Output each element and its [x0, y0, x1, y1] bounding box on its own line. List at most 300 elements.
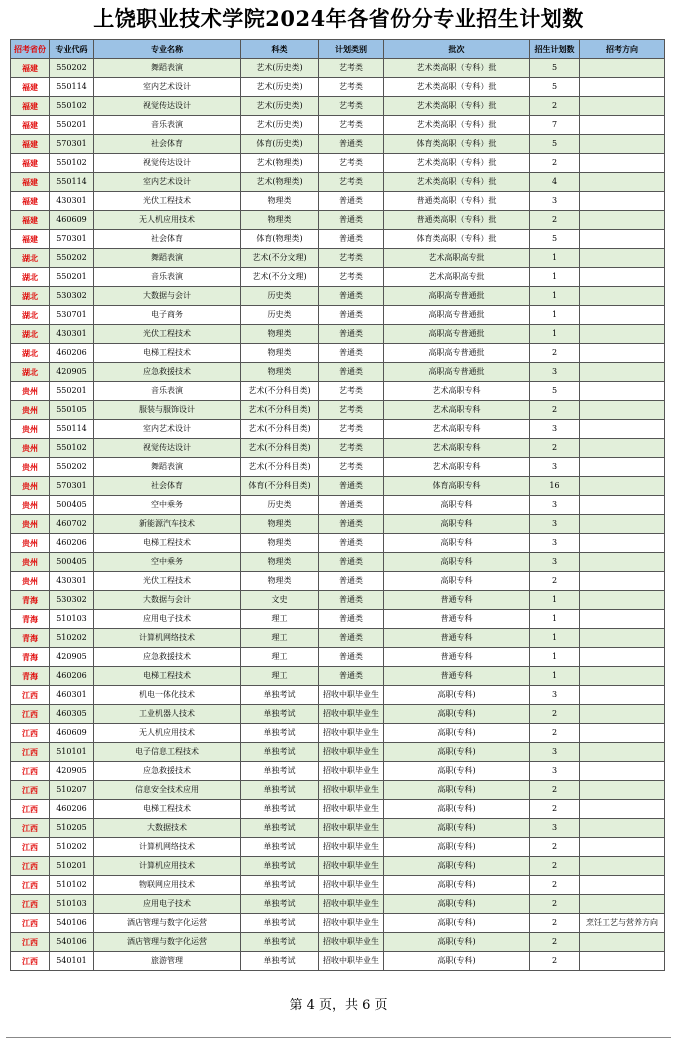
cell-batch: 高职高专普通批 [384, 363, 530, 382]
cell-direction [580, 686, 665, 705]
cell-plan-count: 5 [530, 230, 580, 249]
cell-batch: 普通类高职（专科）批 [384, 192, 530, 211]
cell-province: 福建 [11, 230, 50, 249]
cell-plan-category: 普通类 [319, 648, 384, 667]
cell-province: 江西 [11, 724, 50, 743]
cell-major-code: 550102 [50, 97, 94, 116]
cell-major-name: 电梯工程技术 [94, 667, 241, 686]
cell-plan-count: 2 [530, 952, 580, 971]
cell-major-code: 460206 [50, 800, 94, 819]
cell-major-name: 视觉传达设计 [94, 439, 241, 458]
cell-batch: 艺术类高职（专科）批 [384, 78, 530, 97]
table-row [11, 534, 665, 553]
cell-plan-category: 普通类 [319, 515, 384, 534]
cell-subject-type: 艺术(历史类) [241, 78, 319, 97]
cell-province: 江西 [11, 762, 50, 781]
header-plan-count: 招生计划数 [530, 40, 580, 59]
cell-major-code: 550201 [50, 268, 94, 287]
cell-major-name: 大数据与会计 [94, 591, 241, 610]
table-row [11, 591, 665, 610]
cell-major-code: 510202 [50, 629, 94, 648]
cell-major-name: 酒店管理与数字化运营 [94, 914, 241, 933]
cell-province: 江西 [11, 686, 50, 705]
cell-province: 青海 [11, 629, 50, 648]
cell-direction [580, 591, 665, 610]
cell-plan-category: 艺考类 [319, 78, 384, 97]
cell-subject-type: 单独考试 [241, 743, 319, 762]
cell-direction [580, 895, 665, 914]
cell-major-name: 电梯工程技术 [94, 344, 241, 363]
cell-province: 福建 [11, 192, 50, 211]
cell-subject-type: 单独考试 [241, 762, 319, 781]
cell-province: 湖北 [11, 306, 50, 325]
cell-plan-category: 艺考类 [319, 173, 384, 192]
cell-batch: 高职(专科) [384, 705, 530, 724]
cell-plan-count: 2 [530, 705, 580, 724]
cell-province: 贵州 [11, 572, 50, 591]
cell-plan-category: 招收中职毕业生 [319, 876, 384, 895]
table-row [11, 610, 665, 629]
enrollment-plan-table [10, 39, 665, 971]
cell-plan-count: 2 [530, 97, 580, 116]
header-direction: 招考方向 [580, 40, 665, 59]
cell-major-name: 酒店管理与数字化运营 [94, 933, 241, 952]
table-row [11, 477, 665, 496]
cell-plan-category: 招收中职毕业生 [319, 686, 384, 705]
cell-batch: 高职(专科) [384, 819, 530, 838]
cell-province: 湖北 [11, 249, 50, 268]
cell-major-code: 550201 [50, 116, 94, 135]
cell-plan-count: 2 [530, 154, 580, 173]
cell-major-name: 应急救援技术 [94, 363, 241, 382]
cell-direction [580, 116, 665, 135]
cell-major-code: 420905 [50, 363, 94, 382]
table-row [11, 401, 665, 420]
cell-major-code: 550202 [50, 458, 94, 477]
cell-direction [580, 572, 665, 591]
cell-direction [580, 230, 665, 249]
cell-plan-count: 2 [530, 344, 580, 363]
cell-plan-count: 3 [530, 819, 580, 838]
cell-batch: 艺术类高职（专科）批 [384, 116, 530, 135]
cell-direction [580, 135, 665, 154]
cell-plan-category: 招收中职毕业生 [319, 762, 384, 781]
table-row [11, 743, 665, 762]
cell-major-code: 460305 [50, 705, 94, 724]
cell-plan-category: 普通类 [319, 534, 384, 553]
table-row [11, 173, 665, 192]
cell-direction [580, 857, 665, 876]
cell-subject-type: 物理类 [241, 363, 319, 382]
cell-major-code: 540101 [50, 952, 94, 971]
cell-plan-count: 1 [530, 325, 580, 344]
cell-major-code: 550114 [50, 173, 94, 192]
cell-plan-category: 普通类 [319, 306, 384, 325]
cell-plan-category: 普通类 [319, 344, 384, 363]
cell-major-code: 570301 [50, 477, 94, 496]
cell-plan-count: 2 [530, 800, 580, 819]
cell-direction [580, 78, 665, 97]
page-title: 上饶职业技术学院2024年各省份分专业招生计划数 [93, 6, 584, 31]
cell-major-code: 550114 [50, 420, 94, 439]
cell-direction [580, 515, 665, 534]
cell-batch: 高职(专科) [384, 857, 530, 876]
cell-province: 福建 [11, 97, 50, 116]
cell-direction [580, 344, 665, 363]
cell-major-name: 音乐表演 [94, 116, 241, 135]
cell-province: 贵州 [11, 496, 50, 515]
cell-plan-count: 3 [530, 553, 580, 572]
table-row [11, 648, 665, 667]
table-row [11, 762, 665, 781]
cell-direction [580, 249, 665, 268]
cell-plan-count: 3 [530, 496, 580, 515]
cell-plan-count: 5 [530, 59, 580, 78]
cell-batch: 高职(专科) [384, 914, 530, 933]
cell-batch: 高职(专科) [384, 895, 530, 914]
cell-major-code: 460301 [50, 686, 94, 705]
cell-province: 贵州 [11, 458, 50, 477]
cell-province: 江西 [11, 819, 50, 838]
cell-direction [580, 59, 665, 78]
cell-province: 江西 [11, 838, 50, 857]
cell-subject-type: 理工 [241, 648, 319, 667]
cell-direction [580, 420, 665, 439]
cell-direction [580, 363, 665, 382]
cell-plan-count: 3 [530, 363, 580, 382]
cell-plan-count: 5 [530, 382, 580, 401]
cell-major-name: 应急救援技术 [94, 648, 241, 667]
cell-direction [580, 496, 665, 515]
cell-province: 江西 [11, 705, 50, 724]
cell-subject-type: 艺术(不分科目类) [241, 439, 319, 458]
cell-plan-category: 艺考类 [319, 458, 384, 477]
cell-major-name: 无人机应用技术 [94, 211, 241, 230]
cell-major-name: 光伏工程技术 [94, 192, 241, 211]
cell-batch: 高职高专普通批 [384, 306, 530, 325]
cell-batch: 普通专科 [384, 591, 530, 610]
table-row [11, 78, 665, 97]
cell-plan-category: 艺考类 [319, 154, 384, 173]
cell-major-code: 510205 [50, 819, 94, 838]
cell-major-code: 510103 [50, 895, 94, 914]
cell-plan-count: 2 [530, 914, 580, 933]
cell-batch: 高职(专科) [384, 686, 530, 705]
cell-subject-type: 单独考试 [241, 895, 319, 914]
cell-plan-count: 2 [530, 876, 580, 895]
cell-province: 江西 [11, 743, 50, 762]
cell-major-code: 460609 [50, 211, 94, 230]
cell-subject-type: 单独考试 [241, 838, 319, 857]
cell-direction [580, 268, 665, 287]
table-row [11, 819, 665, 838]
table-row [11, 116, 665, 135]
cell-batch: 艺术高职专科 [384, 439, 530, 458]
cell-province: 福建 [11, 78, 50, 97]
header-batch: 批次 [384, 40, 530, 59]
cell-major-code: 530302 [50, 591, 94, 610]
table-row [11, 496, 665, 515]
cell-subject-type: 体育(历史类) [241, 135, 319, 154]
cell-major-name: 空中乘务 [94, 553, 241, 572]
cell-plan-category: 艺考类 [319, 97, 384, 116]
cell-plan-count: 1 [530, 249, 580, 268]
cell-plan-category: 普通类 [319, 591, 384, 610]
cell-subject-type: 单独考试 [241, 933, 319, 952]
header-province: 招考省份 [11, 40, 50, 59]
cell-major-name: 电梯工程技术 [94, 800, 241, 819]
cell-plan-category: 招收中职毕业生 [319, 781, 384, 800]
cell-batch: 高职(专科) [384, 762, 530, 781]
cell-subject-type: 艺术(历史类) [241, 59, 319, 78]
cell-batch: 艺术高职专科 [384, 382, 530, 401]
cell-batch: 高职高专普通批 [384, 325, 530, 344]
cell-batch: 高职高专普通批 [384, 344, 530, 363]
cell-major-code: 500405 [50, 553, 94, 572]
cell-direction [580, 287, 665, 306]
table-row [11, 705, 665, 724]
cell-major-code: 550105 [50, 401, 94, 420]
cell-batch: 普通专科 [384, 648, 530, 667]
cell-province: 江西 [11, 781, 50, 800]
cell-province: 福建 [11, 116, 50, 135]
cell-province: 江西 [11, 952, 50, 971]
cell-subject-type: 物理类 [241, 211, 319, 230]
cell-subject-type: 艺术(物理类) [241, 154, 319, 173]
cell-plan-count: 1 [530, 268, 580, 287]
cell-direction [580, 306, 665, 325]
cell-major-name: 社会体育 [94, 230, 241, 249]
page-footer: 第 4 页，共 6 页 [289, 998, 388, 1013]
cell-plan-category: 招收中职毕业生 [319, 743, 384, 762]
cell-province: 福建 [11, 154, 50, 173]
table-row [11, 306, 665, 325]
header-plan-category: 计划类别 [319, 40, 384, 59]
cell-major-code: 510101 [50, 743, 94, 762]
cell-direction [580, 629, 665, 648]
cell-plan-category: 艺考类 [319, 420, 384, 439]
cell-major-code: 540106 [50, 933, 94, 952]
cell-plan-count: 3 [530, 192, 580, 211]
cell-major-code: 540106 [50, 914, 94, 933]
cell-plan-count: 3 [530, 458, 580, 477]
table-row [11, 572, 665, 591]
table-row [11, 876, 665, 895]
page-bottom-divider [6, 1037, 671, 1038]
cell-plan-count: 5 [530, 78, 580, 97]
cell-batch: 艺术类高职（专科）批 [384, 173, 530, 192]
cell-subject-type: 物理类 [241, 344, 319, 363]
cell-major-name: 空中乘务 [94, 496, 241, 515]
cell-major-name: 旅游管理 [94, 952, 241, 971]
cell-batch: 高职专科 [384, 534, 530, 553]
table-body [11, 59, 665, 971]
cell-subject-type: 单独考试 [241, 781, 319, 800]
cell-major-code: 550102 [50, 154, 94, 173]
cell-major-code: 430301 [50, 192, 94, 211]
cell-plan-category: 普通类 [319, 667, 384, 686]
cell-province: 江西 [11, 933, 50, 952]
cell-subject-type: 单独考试 [241, 819, 319, 838]
cell-subject-type: 物理类 [241, 515, 319, 534]
cell-plan-category: 普通类 [319, 629, 384, 648]
cell-province: 福建 [11, 135, 50, 154]
cell-subject-type: 体育(不分科目类) [241, 477, 319, 496]
cell-plan-count: 2 [530, 781, 580, 800]
cell-plan-category: 招收中职毕业生 [319, 838, 384, 857]
cell-subject-type: 艺术(物理类) [241, 173, 319, 192]
cell-major-code: 550201 [50, 382, 94, 401]
cell-plan-count: 2 [530, 933, 580, 952]
cell-plan-count: 2 [530, 724, 580, 743]
table-row [11, 344, 665, 363]
cell-major-code: 460206 [50, 667, 94, 686]
cell-direction [580, 933, 665, 952]
cell-direction [580, 325, 665, 344]
cell-subject-type: 单独考试 [241, 876, 319, 895]
cell-major-name: 光伏工程技术 [94, 325, 241, 344]
cell-plan-category: 艺考类 [319, 439, 384, 458]
table-row [11, 439, 665, 458]
cell-plan-count: 3 [530, 743, 580, 762]
cell-batch: 普通专科 [384, 610, 530, 629]
table-row [11, 97, 665, 116]
cell-major-code: 510207 [50, 781, 94, 800]
cell-batch: 艺术类高职（专科）批 [384, 154, 530, 173]
cell-major-name: 音乐表演 [94, 268, 241, 287]
cell-subject-type: 理工 [241, 610, 319, 629]
table-row [11, 515, 665, 534]
table-row [11, 325, 665, 344]
cell-batch: 艺术高职专科 [384, 401, 530, 420]
cell-batch: 艺术高职专科 [384, 420, 530, 439]
cell-batch: 高职(专科) [384, 933, 530, 952]
table-row [11, 686, 665, 705]
cell-province: 贵州 [11, 420, 50, 439]
cell-plan-count: 1 [530, 287, 580, 306]
cell-major-name: 社会体育 [94, 477, 241, 496]
cell-subject-type: 物理类 [241, 325, 319, 344]
cell-major-code: 460702 [50, 515, 94, 534]
cell-province: 贵州 [11, 382, 50, 401]
table-row [11, 667, 665, 686]
cell-major-name: 应急救援技术 [94, 762, 241, 781]
cell-major-code: 500405 [50, 496, 94, 515]
cell-plan-category: 普通类 [319, 477, 384, 496]
cell-major-name: 电梯工程技术 [94, 534, 241, 553]
cell-plan-count: 3 [530, 515, 580, 534]
cell-major-name: 计算机网络技术 [94, 629, 241, 648]
cell-major-code: 550202 [50, 249, 94, 268]
table-row [11, 838, 665, 857]
cell-batch: 艺术高职高专批 [384, 268, 530, 287]
cell-province: 湖北 [11, 325, 50, 344]
cell-province: 贵州 [11, 515, 50, 534]
cell-batch: 高职(专科) [384, 724, 530, 743]
cell-batch: 艺术高职高专批 [384, 249, 530, 268]
cell-major-name: 电子商务 [94, 306, 241, 325]
table-header-row [11, 40, 665, 59]
cell-major-code: 550102 [50, 439, 94, 458]
cell-plan-category: 招收中职毕业生 [319, 724, 384, 743]
cell-province: 青海 [11, 591, 50, 610]
cell-subject-type: 历史类 [241, 306, 319, 325]
cell-major-code: 510102 [50, 876, 94, 895]
cell-subject-type: 理工 [241, 629, 319, 648]
cell-direction: 烹饪工艺与营养方向 [580, 914, 665, 933]
cell-major-name: 舞蹈表演 [94, 59, 241, 78]
cell-batch: 艺术类高职（专科）批 [384, 59, 530, 78]
cell-batch: 高职专科 [384, 515, 530, 534]
cell-batch: 高职(专科) [384, 838, 530, 857]
cell-province: 福建 [11, 59, 50, 78]
cell-direction [580, 477, 665, 496]
table-row [11, 230, 665, 249]
cell-plan-count: 16 [530, 477, 580, 496]
cell-direction [580, 154, 665, 173]
cell-major-name: 室内艺术设计 [94, 173, 241, 192]
cell-subject-type: 单独考试 [241, 952, 319, 971]
cell-plan-category: 招收中职毕业生 [319, 952, 384, 971]
cell-major-name: 机电一体化技术 [94, 686, 241, 705]
table-row [11, 211, 665, 230]
cell-province: 贵州 [11, 439, 50, 458]
cell-direction [580, 610, 665, 629]
cell-plan-category: 艺考类 [319, 116, 384, 135]
cell-plan-count: 4 [530, 173, 580, 192]
cell-plan-count: 2 [530, 895, 580, 914]
cell-subject-type: 艺术(不分科目类) [241, 401, 319, 420]
cell-plan-count: 3 [530, 420, 580, 439]
table-row [11, 857, 665, 876]
cell-direction [580, 762, 665, 781]
cell-batch: 高职专科 [384, 553, 530, 572]
cell-subject-type: 理工 [241, 667, 319, 686]
table-row [11, 268, 665, 287]
table-row [11, 154, 665, 173]
cell-plan-count: 2 [530, 401, 580, 420]
table-row [11, 363, 665, 382]
cell-batch: 高职(专科) [384, 952, 530, 971]
cell-major-code: 430301 [50, 572, 94, 591]
cell-major-name: 计算机应用技术 [94, 857, 241, 876]
cell-province: 福建 [11, 173, 50, 192]
cell-subject-type: 物理类 [241, 572, 319, 591]
cell-major-name: 信息安全技术应用 [94, 781, 241, 800]
cell-plan-count: 1 [530, 648, 580, 667]
cell-major-name: 光伏工程技术 [94, 572, 241, 591]
cell-major-name: 大数据与会计 [94, 287, 241, 306]
cell-batch: 高职(专科) [384, 800, 530, 819]
table-row [11, 781, 665, 800]
cell-major-name: 物联网应用技术 [94, 876, 241, 895]
cell-plan-category: 普通类 [319, 192, 384, 211]
cell-direction [580, 800, 665, 819]
cell-direction [580, 97, 665, 116]
cell-plan-count: 2 [530, 439, 580, 458]
cell-direction [580, 952, 665, 971]
cell-major-name: 大数据技术 [94, 819, 241, 838]
cell-major-name: 新能源汽车技术 [94, 515, 241, 534]
cell-subject-type: 历史类 [241, 287, 319, 306]
cell-major-code: 530701 [50, 306, 94, 325]
cell-direction [580, 211, 665, 230]
cell-plan-count: 2 [530, 211, 580, 230]
cell-province: 青海 [11, 648, 50, 667]
cell-major-name: 应用电子技术 [94, 895, 241, 914]
cell-plan-count: 2 [530, 838, 580, 857]
table-row [11, 800, 665, 819]
